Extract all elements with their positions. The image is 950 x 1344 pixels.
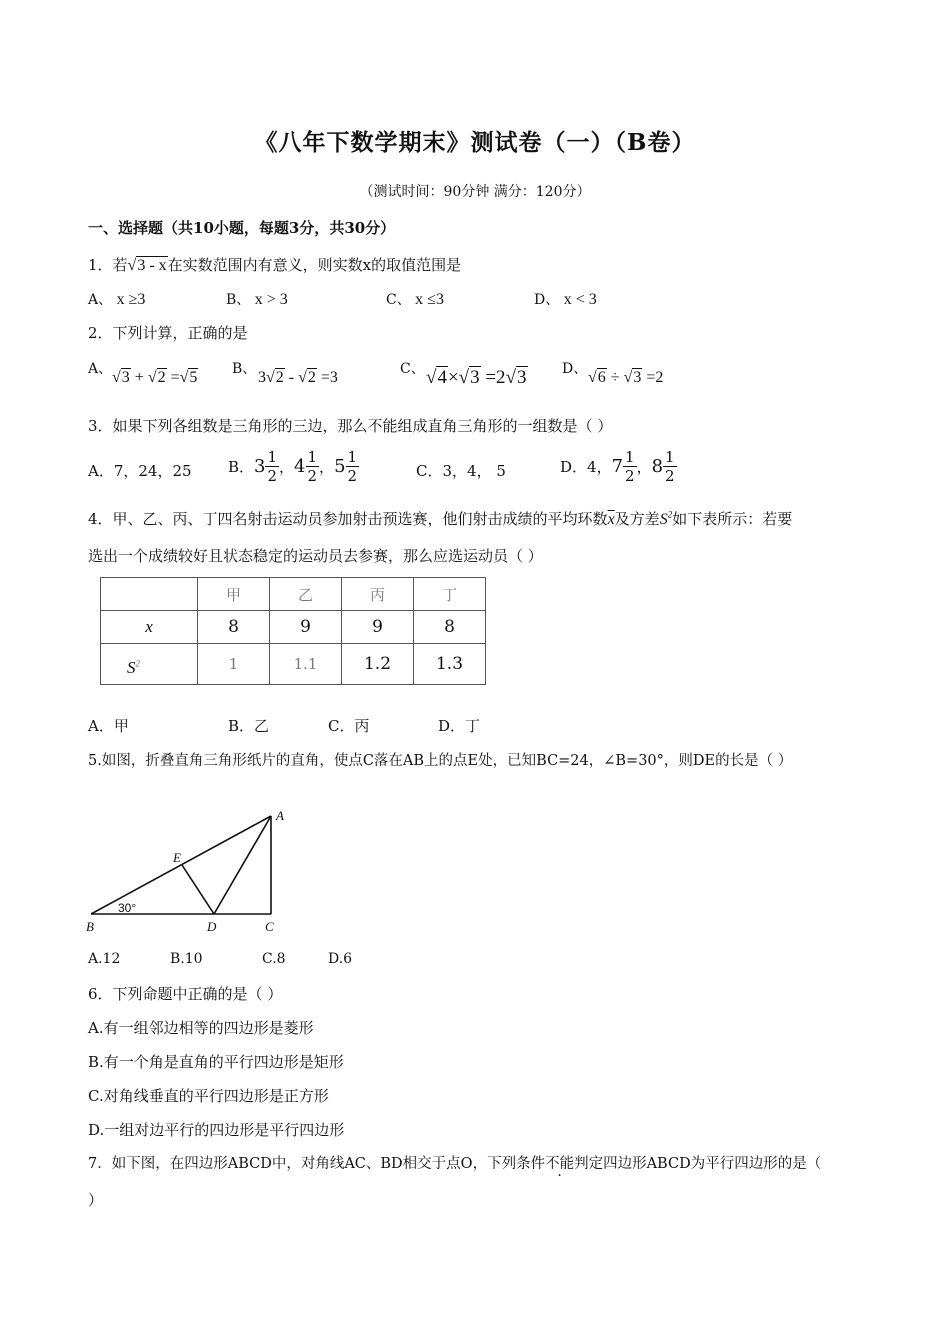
q4-option-a: A．甲 <box>88 717 129 735</box>
emphasis-text: 不能 <box>545 1156 575 1172</box>
question-6: 6．下列命题中正确的是（ ） <box>88 985 283 1003</box>
angle-label: 30° <box>118 901 137 915</box>
q5-option-d: D.6 <box>328 951 353 967</box>
segment-ba <box>91 816 271 914</box>
mean-symbol: $\overline{x}$ <box>607 511 615 528</box>
q5-option-a: A.12 <box>88 951 121 967</box>
table-header-cell: 乙 <box>270 578 342 611</box>
table-cell: 1.1 <box>270 644 342 685</box>
q1-radicand: 3 - x <box>137 257 167 274</box>
q1-option-c: C、 x ≤3 <box>386 291 444 308</box>
segment-ed <box>182 865 214 914</box>
q1-suffix: 在实数范围内有意义，则实数x的取值范围是 <box>167 256 462 274</box>
vertex-label-d: D <box>207 919 217 934</box>
q2-option-d-label: D、 <box>562 361 588 377</box>
q2-option-c: √4×√3 =2√3 <box>426 367 527 388</box>
table-cell: 8 <box>198 611 270 644</box>
vertex-label-c: C <box>265 919 274 934</box>
table-header-cell: 丙 <box>342 578 414 611</box>
vertex-label-b: B <box>86 919 94 934</box>
q1-prefix: 1．若 <box>88 256 128 274</box>
q3-option-d: D．4，7 $\frac{1}{2}$ ，8 $\frac{1}{2}$ <box>560 448 675 485</box>
q1-option-b: B、 x > 3 <box>226 291 288 308</box>
table-cell: 9 <box>342 611 414 644</box>
q4-option-b: B．乙 <box>228 717 270 735</box>
question-7-line2: ） <box>88 1191 104 1209</box>
q3-option-c: C．3，4， 5 <box>416 462 506 480</box>
fraction: $\frac{1}{2}$ <box>267 448 278 485</box>
table-cell: 1.3 <box>414 644 486 685</box>
table-cell: 9 <box>270 611 342 644</box>
table-cell <box>101 578 198 611</box>
table-cell: 1 <box>198 644 270 685</box>
q6-option-d: D.一组对边平行的四边形是平行四边形 <box>88 1121 345 1139</box>
q3-option-a: A．7，24，25 <box>88 462 192 480</box>
table-cell: 8 <box>414 611 486 644</box>
question-7: 7．如下图，在四边形ABCD中，对角线AC、BD相交于点O，下列条件不能判定四边形ABCD为平行四边形的是（ <box>88 1156 822 1172</box>
table-header-row <box>101 578 486 611</box>
q2-option-d: √6 ÷ √3 =2 <box>588 369 664 386</box>
q5-option-c: C.8 <box>262 951 286 967</box>
vertex-label-e: E <box>173 850 181 865</box>
results-table <box>100 577 486 685</box>
table-row <box>101 611 486 644</box>
q3-option-b: B．3 $\frac{1}{2}$ ，4 $\frac{1}{2}$ ，5 $\frac{1}{2}$ <box>228 448 358 485</box>
q6-option-a: A.有一组邻边相等的四边形是菱形 <box>88 1019 314 1037</box>
question-4-line1: 4．甲、乙、丙、丁四名射击运动员参加射击预选赛，他们射击成绩的平均环数$\overline{x}$及方差$S^2$如下表所示：若要 <box>88 509 793 528</box>
fraction: $\frac{1}{2}$ <box>625 448 635 485</box>
question-3: 3．如果下列各组数是三角形的三边，那么不能组成直角三角形的一组数是（ ） <box>88 417 613 435</box>
fraction: $\frac{1}{2}$ <box>307 448 318 485</box>
question-2: 2．下列计算，正确的是 <box>88 324 248 342</box>
table-header-cell: 丁 <box>414 578 486 611</box>
question-5: 5.如图，折叠直角三角形纸片的直角，使点C落在AB上的点E处，已知BC=24，∠B=30°，则DE的长是（ ） <box>88 753 793 769</box>
q2-option-b-label: B、 <box>232 361 257 377</box>
fraction: $\frac{1}{2}$ <box>347 448 358 485</box>
variance-symbol: $S^2$ <box>659 509 673 528</box>
triangle-figure <box>80 800 300 940</box>
fraction: $\frac{1}{2}$ <box>665 448 675 485</box>
q2-option-a: √3 + √2 =√5 <box>112 369 198 386</box>
q4-option-d: D．丁 <box>438 717 481 735</box>
question-4-line2: 选出一个成绩较好且状态稳定的运动员去参赛，那么应选运动员（ ） <box>88 547 543 565</box>
q5-option-b: B.10 <box>170 951 203 967</box>
q1-radical: √3 - x <box>127 257 167 274</box>
section-heading: 一、选择题（共10小题，每题3分，共30分） <box>88 219 396 237</box>
q2-option-a-label: A、 <box>88 361 113 377</box>
table-row <box>101 644 486 685</box>
q1-option-a: A、 x ≥3 <box>88 291 146 308</box>
table-row-label: $S^2$ <box>101 644 198 685</box>
table-cell: 1.2 <box>342 644 414 685</box>
q2-option-c-label: C、 <box>400 361 425 377</box>
table-row-label: x <box>101 611 198 644</box>
table-header-cell: 甲 <box>198 578 270 611</box>
q4-option-c: C．丙 <box>328 717 370 735</box>
page-title: 《八年下数学期末》测试卷（一）（B卷） <box>254 129 696 156</box>
exam-info: （测试时间：90分钟 满分：120分） <box>359 184 591 200</box>
q6-option-c: C.对角线垂直的平行四边形是正方形 <box>88 1087 329 1105</box>
q6-option-b: B.有一个角是直角的平行四边形是矩形 <box>88 1053 344 1071</box>
q2-option-b: 3√2 - √2 =3 <box>258 369 338 386</box>
q1-option-d: D、 x < 3 <box>534 291 597 308</box>
vertex-label-a: A <box>276 808 284 823</box>
question-1 <box>88 254 461 275</box>
